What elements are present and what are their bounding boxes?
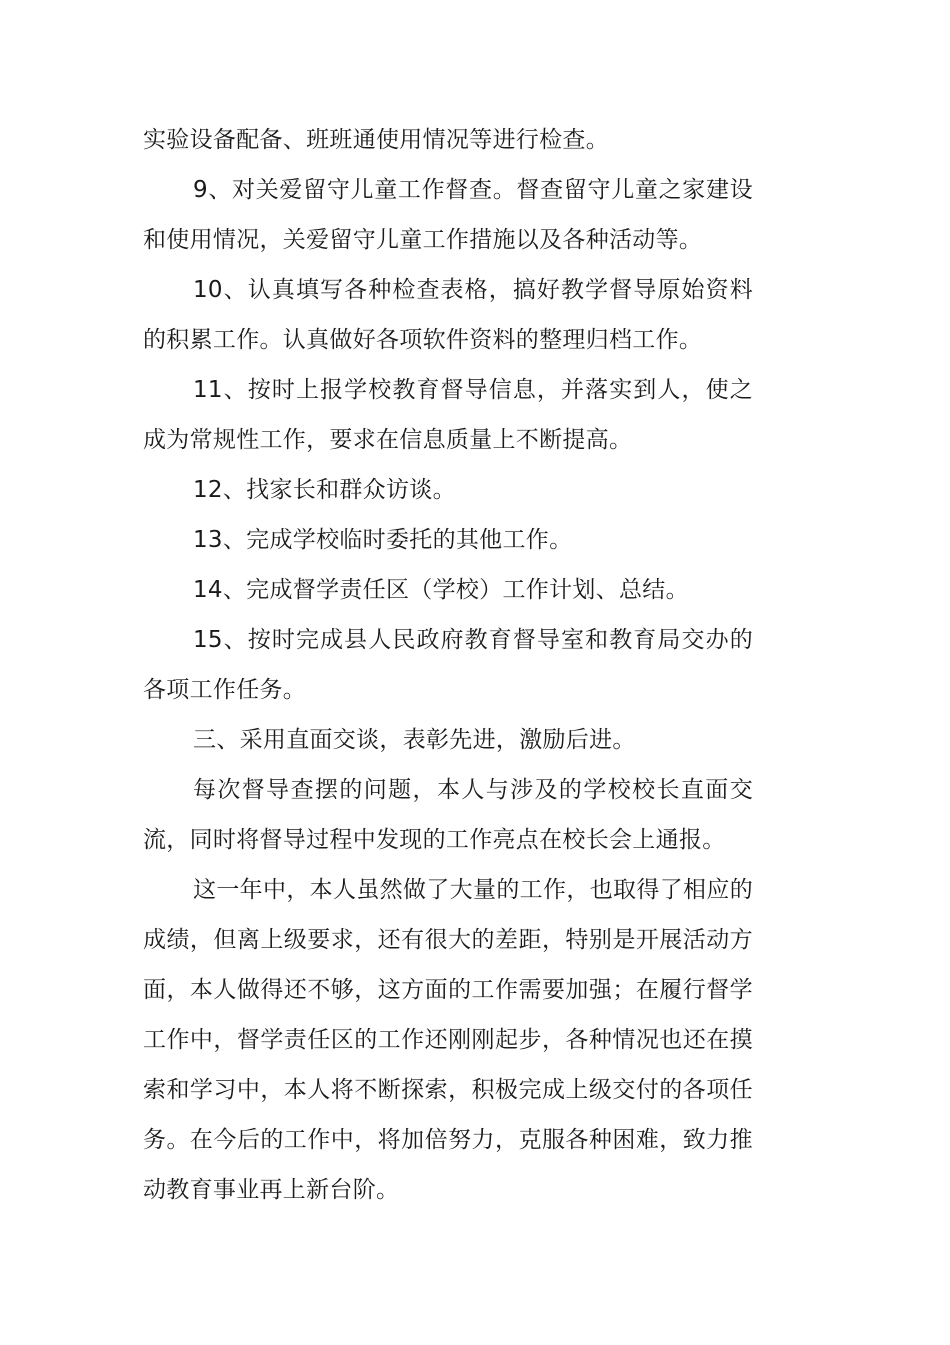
paragraph-5: 12、找家长和群众访谈。 (193, 477, 456, 503)
paragraph-11: 这一年中，本人虽然做了大量的工作，也取得了相应的成绩，但离上级要求，还有很大的差距，特别是开展活动方面，本人做得还不够，这方面的工作需要加强；在履行督学工作中，督学责任区的工作还刚刚起步，各种情况也还在摸索和学习中，本人将不断探索，积极完成上级交付的各项任务。在今后的工作中，将加倍努力，克服各种困难，致力推动教育事业再上新台阶。 (143, 877, 753, 1203)
paragraph-6: 13、完成学校临时委托的其他工作。 (193, 527, 573, 553)
paragraph-2: 9、对关爱留守儿童工作督查。督查留守儿童之家建设和使用情况，关爱留守儿童工作措施以及各种活动等。 (143, 177, 753, 253)
paragraph-3: 10、认真填写各种检查表格，搞好教学督导原始资料的积累工作。认真做好各项软件资料的整理归档工作。 (143, 277, 753, 353)
document-body (143, 115, 753, 1215)
paragraph-4: 11、按时上报学校教育督导信息，并落实到人，使之成为常规性工作，要求在信息质量上不断提高。 (143, 377, 753, 453)
paragraph-7: 14、完成督学责任区（学校）工作计划、总结。 (193, 577, 689, 603)
paragraph-1: 实验设备配备、班班通使用情况等进行检查。 (143, 127, 609, 153)
paragraph-8: 15、按时完成县人民政府教育督导室和教育局交办的各项工作任务。 (143, 627, 753, 703)
paragraph-10: 每次督导查摆的问题，本人与涉及的学校校长直面交流，同时将督导过程中发现的工作亮点在校长会上通报。 (143, 777, 753, 853)
paragraph-9: 三、采用直面交谈，表彰先进，激励后进。 (193, 727, 636, 753)
